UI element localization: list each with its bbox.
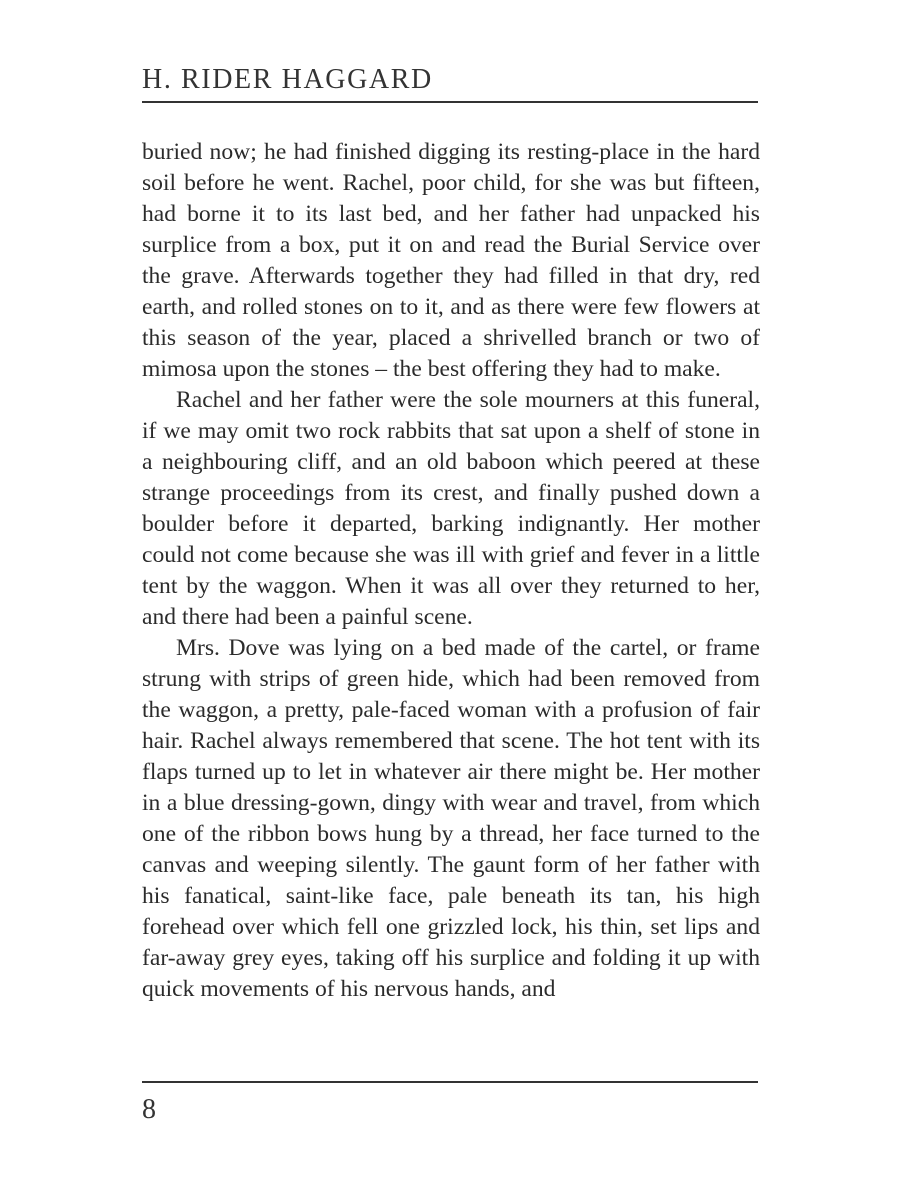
page-number: 8 xyxy=(142,1094,156,1125)
header-rule xyxy=(142,101,758,103)
page-body xyxy=(142,137,760,1005)
paragraph-2: Rachel and her father were the sole mourners at this funeral, if we may omit two rock rabbits that sat upon a shelf of stone in a neighbouring cliff, and an old baboon which peered at these strange proceedings from its crest, and finally pushed down a boulder before it departed, barking indignantly. Her mother could not come because she was ill with grief and fever in a little tent by the waggon. When it was all over they returned to her, and there had been a painful scene. xyxy=(142,387,760,630)
paragraph-3: Mrs. Dove was lying on a bed made of the cartel, or frame strung with strips of green hide, which had been removed from the waggon, a pretty, pale-faced woman with a profusion of fair hair. Rachel always remembered that scene. The hot tent with its flaps turned up to let in whatever air there might be. Her mother in a blue dressing-gown, dingy with wear and travel, from which one of the ribbon bows hung by a thread, her face turned to the canvas and weeping silently. The gaunt form of her father with his fanatical, saint-like face, pale beneath its tan, his high forehead over which fell one grizzled lock, his thin, set lips and far-away grey eyes, taking off his surplice and folding it up with quick movements of his nervous hands, and xyxy=(142,635,760,1002)
running-head-author: H. RIDER HAGGARD xyxy=(142,64,433,95)
paragraph-1: buried now; he had finished digging its resting-place in the hard soil before he went. Rachel, poor child, for she was but fifteen, had borne it to its last bed, and her father had unpacked his surplice from a box, put it on and read the Burial Service over the grave. Afterwards together they had filled in that dry, red earth, and rolled stones on to it, and as there were few flowers at this season of the year, placed a shrivelled branch or two of mimosa upon the stones – the best offering they had to make. xyxy=(142,139,760,382)
footer-rule xyxy=(142,1081,758,1083)
